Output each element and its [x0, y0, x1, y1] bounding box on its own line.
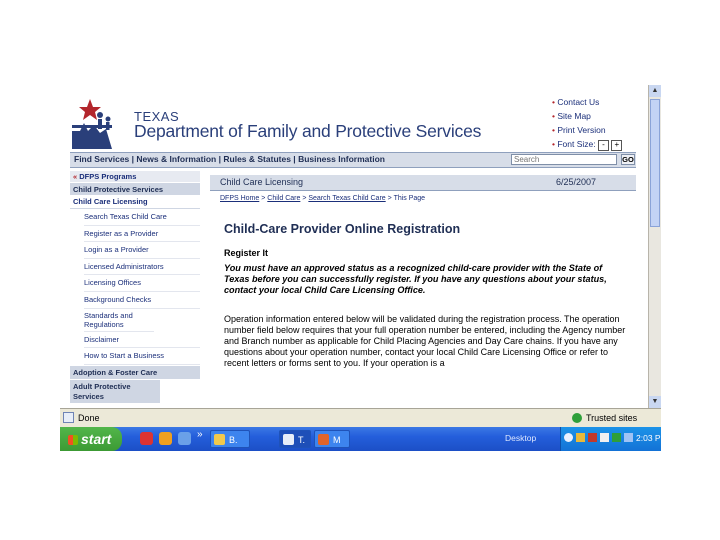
start-button[interactable]: start: [60, 427, 122, 451]
vertical-scrollbar[interactable]: [648, 85, 661, 408]
breadcrumb-dfps-home[interactable]: DFPS Home: [220, 195, 260, 202]
nav-news-information[interactable]: News & Information: [136, 154, 217, 164]
tray-arrow-icon[interactable]: [564, 433, 573, 442]
provider-notice: You must have an approved status as a recognized child-care provider with the State of Texas before you can successfully register. If you have any questions about your status, contact your local Child Care Licensing Office.: [224, 263, 607, 295]
clock: 2:03 PM: [636, 433, 668, 443]
sidebar-item-register-provider[interactable]: Register as a Provider: [84, 226, 200, 243]
tray-network-icon[interactable]: [600, 433, 609, 442]
section-title: Child Care Licensing: [220, 177, 304, 187]
nav-rules-statutes[interactable]: Rules & Statutes: [223, 154, 291, 164]
font-size-decrease-button[interactable]: -: [598, 140, 609, 151]
quicklaunch-ie-icon[interactable]: [159, 432, 172, 445]
folder-icon: [214, 434, 225, 445]
trusted-zone-icon: [572, 413, 582, 423]
sidebar-aps[interactable]: Adult Protective Services: [70, 379, 160, 403]
sidebar-item-licensing-offices[interactable]: Licensing Offices: [84, 275, 200, 292]
windows-flag-icon: [68, 435, 78, 445]
agency-name: [134, 121, 481, 142]
nav-business-information[interactable]: Business Information: [298, 154, 385, 164]
utility-links: [552, 95, 642, 151]
scroll-up-icon[interactable]: ▲: [649, 85, 661, 97]
bullet-icon: •: [552, 125, 555, 135]
quicklaunch-chevron[interactable]: »: [197, 429, 203, 440]
sidebar-item-search-child-care[interactable]: Search Texas Child Care: [84, 209, 200, 226]
taskbar-window-browser[interactable]: B.: [210, 430, 250, 448]
sidebar-ccl-submenu: [70, 209, 200, 365]
texas-star-family-icon: [70, 95, 126, 149]
scroll-thumb[interactable]: [650, 99, 660, 227]
page-done-icon: [63, 412, 74, 423]
double-chevron-icon: «: [73, 172, 78, 181]
top-navigation: [70, 152, 636, 168]
taskbar-window-presentation[interactable]: M: [314, 430, 350, 448]
scroll-down-icon[interactable]: ▼: [649, 396, 661, 408]
font-size-label: Font Size:: [557, 139, 596, 149]
quicklaunch-desktop-icon[interactable]: [178, 432, 191, 445]
contact-us-link[interactable]: • Contact Us: [552, 97, 600, 107]
font-size-increase-button[interactable]: +: [611, 140, 622, 151]
breadcrumb: [210, 195, 636, 202]
tray-volume-icon[interactable]: [624, 433, 633, 442]
quicklaunch-app-icon[interactable]: [140, 432, 153, 445]
search-input[interactable]: [511, 154, 617, 165]
nav-separator: |: [293, 154, 296, 164]
breadcrumb-this-page: This Page: [393, 195, 426, 202]
sidebar-item-disclaimer[interactable]: Disclaimer: [84, 332, 200, 349]
sidebar-item-standards-regulations[interactable]: Standards and Regulations: [84, 309, 154, 332]
breadcrumb-child-care[interactable]: Child Care: [267, 195, 301, 202]
security-zone-label: Trusted sites: [586, 413, 638, 423]
sidebar-item-login-provider[interactable]: Login as a Provider: [84, 242, 200, 259]
browser-viewport: [60, 85, 648, 408]
font-size-control: [552, 137, 642, 151]
taskbar-window-doc[interactable]: T.: [279, 430, 311, 448]
sidebar-cps[interactable]: Child Protective Services: [70, 182, 200, 195]
breadcrumb-sep: >: [387, 195, 392, 202]
breadcrumb-sep: >: [261, 195, 266, 202]
operation-info-text: Operation information entered below will be validated during the registration process. The operation number field below requires that your full operation number be entered, including the Agency number and Branch number as applicable for Child Placing Agencies and Day Care chains. If you have any questions about your operation number, contact your local Child Care Licensing Office or refer to recent letters or forms sent to you. If your operation is a: [224, 314, 626, 368]
screenshot-frame: [60, 85, 668, 451]
sidebar-adoption-foster[interactable]: Adoption & Foster Care: [70, 366, 200, 379]
browser-status-bar: [60, 408, 661, 427]
windows-taskbar: [60, 427, 668, 451]
system-tray: [560, 427, 668, 451]
status-text: Done: [78, 413, 100, 423]
bullet-icon: •: [552, 97, 555, 107]
nav-separator: |: [218, 154, 221, 164]
left-sidebar: [70, 171, 200, 403]
section-header-bar: [210, 175, 636, 191]
nav-find-services[interactable]: Find Services: [74, 154, 130, 164]
sidebar-ccl[interactable]: Child Care Licensing: [70, 195, 200, 209]
print-version-link[interactable]: • Print Version: [552, 125, 606, 135]
tray-security-icon[interactable]: [588, 433, 597, 442]
tray-app-icon[interactable]: [576, 433, 585, 442]
agency-name-text: Department of Family and Protective Services: [134, 121, 482, 141]
breadcrumb-sep: >: [302, 195, 307, 202]
search-go-button[interactable]: GO: [622, 155, 634, 164]
nav-separator: |: [131, 154, 135, 164]
sidebar-item-background-checks[interactable]: Background Checks: [84, 292, 200, 309]
bullet-icon: •: [552, 139, 555, 149]
agency-small-label: TEXAS: [134, 109, 180, 124]
sidebar-dfps-programs[interactable]: « DFPS Programs: [70, 171, 200, 182]
breadcrumb-search-texas[interactable]: Search Texas Child Care: [308, 195, 386, 202]
page-title: Child-Care Provider Online Registration: [224, 222, 461, 236]
page-date: 6/25/2007: [556, 177, 597, 187]
sidebar-item-licensed-administrators[interactable]: Licensed Administrators: [84, 259, 200, 276]
bullet-icon: •: [552, 111, 555, 121]
sidebar-item-start-business[interactable]: How to Start a Business: [84, 348, 200, 365]
site-map-link[interactable]: • Site Map: [552, 111, 591, 121]
presentation-icon: [318, 434, 329, 445]
main-content: [210, 175, 636, 368]
tray-shield-icon[interactable]: [612, 433, 621, 442]
desktop-toolbar-label[interactable]: Desktop: [505, 433, 537, 443]
document-icon: [283, 434, 294, 445]
register-heading: Register It: [224, 248, 269, 258]
